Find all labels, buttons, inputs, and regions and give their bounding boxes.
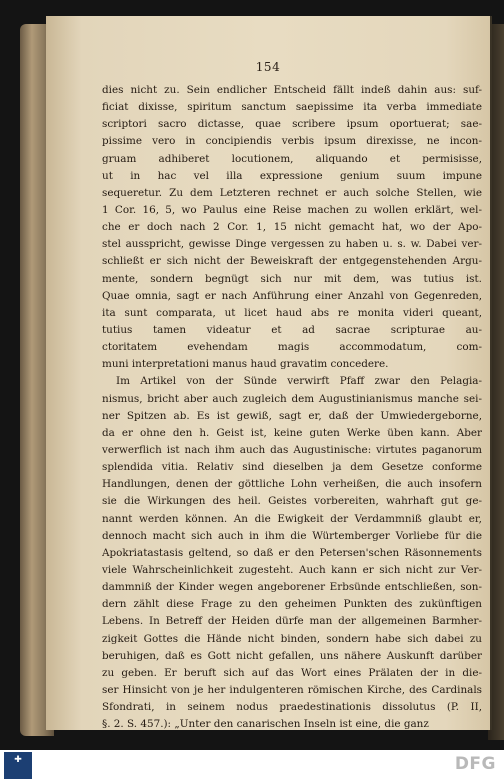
library-logo-icon: ✚: [14, 755, 22, 765]
text-line: §. 2. S. 457.): „Unter den canarischen Inseln ist eine, die ganz: [102, 718, 429, 731]
text-line: verwerflich ist nach ihm auch das Augustinische: virtutes paganorum: [102, 443, 482, 456]
text-line: splendida vitia. Relativ sind dieselben ja dem Gesetze conforme: [102, 461, 482, 474]
text-line: viele Wahrscheinlichkeit zugesteht. Auch kann er sich nicht zur Ver-: [102, 563, 482, 576]
text-line: tutius tamen videatur et ad sacrae scripturae au-: [102, 323, 482, 336]
dfg-logo[interactable]: DFG: [454, 754, 496, 774]
text-line: ser Hinsicht von je her indulgenteren römischen Kirche, des Cardinals: [102, 683, 482, 696]
text-line: zu geben. Er beruft sich auf das Wort eines Prälaten der in die-: [102, 666, 482, 679]
text-line: ctoritatem evehendam magis accommodatum, com-: [102, 341, 482, 354]
page-number: 154: [255, 60, 281, 74]
text-line: nannt werden können. An die Ewigkeit der Verdammniß glaubt er,: [102, 512, 482, 525]
text-line: dammniß der Kinder wegen angeborener Erbsünde entschließen, son-: [102, 581, 482, 594]
text-line: mente, sondern begnügt sich nur mit dem, was tutius ist.: [102, 272, 482, 285]
text-line: da er ohne den h. Geist ist, keine guten Werke üben kann. Aber: [102, 426, 482, 439]
text-line: sequeretur. Zu dem Letzteren rechnet er auch solche Stellen, wie: [102, 186, 482, 199]
text-line: ita sunt comparata, ut licet haud abs re monita videri queant,: [102, 306, 482, 319]
text-line: Lebens. In Betreff der Heiden dürfe man der allgemeinen Barmher-: [102, 615, 482, 628]
text-line: ner Spitzen ab. Es ist gewiß, sagt er, daß der Umwiedergeborne,: [102, 409, 482, 422]
book-right-edge: [488, 24, 504, 740]
text-line: beruhigen, daß es Gott nicht gefallen, uns nähere Auskunft darüber: [102, 649, 482, 662]
text-line: ut in hac vel illa expressione genium suum impune: [102, 169, 482, 182]
text-line: 1 Cor. 16, 5, wo Paulus eine Reise machen zu wollen erklärt, wel-: [102, 203, 482, 216]
text-line: scriptori sacro dictasse, quae scribere ipsum oportuerat; sae-: [102, 118, 482, 131]
text-line: Im Artikel von der Sünde verwirft Pfaff zwar den Pelagia-: [116, 375, 482, 388]
text-line: stel ausspricht, gewisse Dinge vergessen zu haben u. s. w. Dabei ver-: [102, 238, 482, 251]
text-line: Handlungen, denen der göttliche Lohn verheißen, die auch insofern: [102, 478, 482, 491]
text-line: pissime vero in concipiendis verbis ipsum direxisse, ne incon-: [102, 135, 482, 148]
text-line: che er doch nach 2 Cor. 1, 15 nicht gemacht hat, wo der Apo-: [102, 221, 482, 234]
text-line: Apokriatastasis geltend, so daß er den Petersen'schen Räsonnements: [102, 546, 482, 559]
text-line: sie die Wirkungen des heil. Geistes vorbereiten, wahrhaft gut ge-: [102, 495, 482, 508]
text-line: zigkeit Gottes die Hände nicht binden, sondern habe sich dabei zu: [102, 632, 482, 645]
library-logo[interactable]: [4, 752, 32, 779]
text-line: schließt er sich nicht der Beweiskraft der entgegenstehenden Argu-: [102, 255, 482, 268]
text-line: ficiat dixisse, spiritum sanctum saepissime ita verba immediate: [102, 101, 482, 114]
text-line: muni interpretationi manus haud gravatim concedere.: [102, 358, 389, 371]
text-line: Quae omnia, sagt er nach Anführung einer Anzahl von Gegenreden,: [102, 289, 482, 302]
body-text: [102, 82, 482, 733]
text-line: dern zählt diese Frage zu den geheimen Punkten des zukünftigen: [102, 598, 482, 611]
text-line: Sfondrati, in seinem nodus praedestinationis dissolutus (P. II,: [102, 701, 482, 714]
text-line: nismus, bricht aber auch zugleich dem Augustinianismus manche sei-: [102, 392, 482, 405]
text-line: dies nicht zu. Sein endlicher Entscheid fällt indeß dahin aus: suf-: [102, 84, 482, 96]
text-line: dennoch macht sich auch in ihm die Würtemberger Vorliebe für die: [102, 529, 482, 542]
viewer-footer: [0, 750, 504, 781]
text-line: gruam adhiberet locutionem, aliquando et permisisse,: [102, 152, 482, 165]
book-page: [46, 16, 490, 730]
